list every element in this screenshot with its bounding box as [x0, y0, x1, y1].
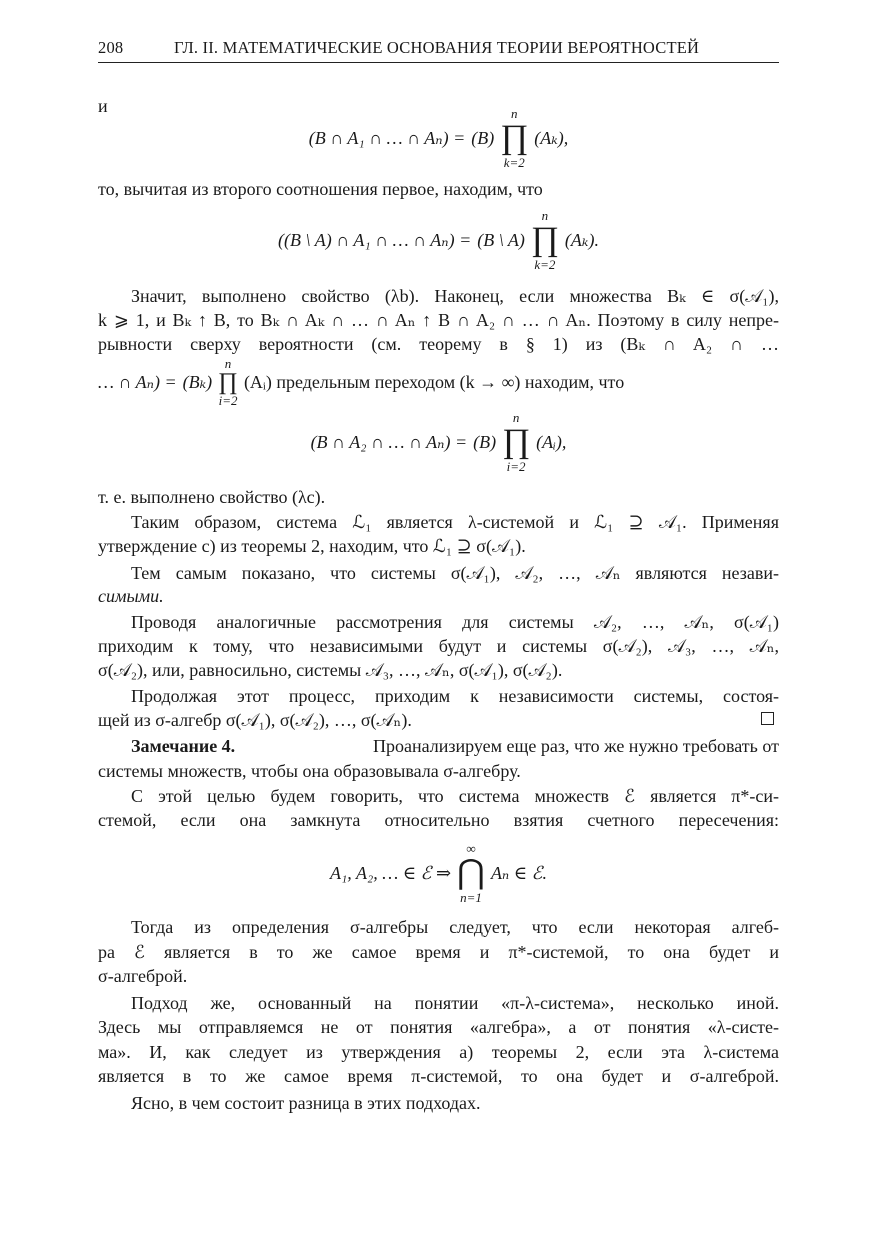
equation-lhs: (B ∩ A₂ ∩ … ∩ Aₙ) =	[310, 431, 468, 452]
equation-lhs: ((B \ A) ∩ A₁ ∩ … ∩ Aₙ) =	[278, 229, 472, 250]
product-operator	[502, 407, 530, 477]
text-line: Значит, выполнено свойство (λb). Наконец, если множества Bₖ ∈ σ(𝒜₁),	[131, 286, 779, 306]
text-line: Проводя аналогичные рассмотрения для системы 𝒜₂, …, 𝒜ₙ, σ(𝒜₁)	[131, 612, 779, 632]
text-line: и	[98, 96, 108, 116]
operator-upper-limit: n	[541, 208, 549, 223]
display-equation-3	[98, 407, 779, 477]
remark-text: Проанализируем еще раз, что же нужно требовать от	[372, 736, 779, 756]
text-line: σ-алгеброй.	[98, 966, 188, 986]
text-line-emphasis: симыми.	[98, 586, 164, 606]
text-line: стемой, если она замкнута относительно взятия счетного пересечения:	[98, 810, 779, 830]
equation-lhs: (B ∩ A₁ ∩ … ∩ Aₙ) =	[308, 127, 466, 148]
page-number: 208	[98, 38, 124, 57]
text-line: Таким образом, система ℒ₁ является λ-системой и ℒ₁ ⊇ 𝒜₁. Применяя	[131, 512, 779, 532]
operator-upper-limit: n	[224, 356, 232, 371]
operator-upper-limit: ∞	[466, 841, 476, 856]
remark-heading: Замечание 4.	[131, 736, 236, 756]
text-line: системы множеств, чтобы она образовывала σ-алгебру.	[98, 761, 521, 781]
equation-factor: (B)	[473, 431, 497, 452]
product-operator	[500, 103, 528, 173]
text-line: Продолжая этот процесс, приходим к независимости системы, состоя-	[131, 686, 779, 706]
text-line: т. е. выполнено свойство (λc).	[98, 487, 326, 507]
equation-factor: (B \ A)	[477, 229, 525, 250]
text-line: Тем самым показано, что системы σ(𝒜₁), 𝒜₂, …, 𝒜ₙ являются незави-	[131, 563, 779, 583]
operator-lower-limit: i=2	[218, 393, 238, 408]
text-line: Подход же, основанный на понятии «π-λ-система», несколько иной.	[131, 993, 779, 1013]
product-symbol: ∏	[500, 119, 529, 156]
operator-lower-limit: k=2	[534, 257, 556, 272]
display-equation-2	[98, 205, 779, 275]
operator-lower-limit: n=1	[460, 890, 482, 905]
intersection-operator	[457, 838, 485, 908]
equation-rhs: Aₙ ∈ ℰ.	[490, 862, 547, 883]
equation-factor: (B)	[471, 127, 495, 148]
inline-rest: (Aᵢ) предельным переходом (k → ∞) находим, что	[243, 372, 625, 392]
product-operator	[531, 205, 559, 275]
product-symbol: ∏	[218, 369, 238, 395]
text-line: приходим к тому, что независимыми будут и системы σ(𝒜₂), 𝒜₃, …, 𝒜ₙ,	[98, 636, 779, 656]
intersection-symbol: ⋂	[457, 854, 485, 891]
text-line: рывности сверху вероятности (см. теорему в § 1) из (Bₖ ∩ A₂ ∩ …	[98, 334, 779, 354]
operator-lower-limit: k=2	[503, 155, 525, 170]
text-line: С этой целью будем говорить, что система множеств ℰ является π*-си-	[131, 786, 779, 806]
text-line: Тогда из определения σ-алгебры следует, что если некоторая алгеб-	[131, 917, 779, 937]
text-line: ра ℰ является в то же самое время и π*-системой, то она будет и	[98, 942, 779, 962]
text-line: утверждение c) из теоремы 2, находим, что ℒ₁ ⊇ σ(𝒜₁).	[98, 536, 526, 556]
product-symbol: ∏	[502, 423, 531, 460]
display-equation-1	[98, 103, 779, 173]
text-line: Здесь мы отправляемся не от понятия «алгебра», а от понятия «λ-систе-	[98, 1017, 779, 1037]
text-line: k ⩾ 1, и Bₖ ↑ B, то Bₖ ∩ Aₖ ∩ … ∩ Aₙ ↑ B ∩ A₂ ∩ … ∩ Aₙ. Поэтому в силу непре-	[98, 310, 779, 330]
inline-factor: (Bₖ)	[182, 372, 213, 392]
equation-rhs: (Aₖ),	[534, 127, 569, 148]
inline-product-operator	[218, 354, 238, 410]
text-line: то, вычитая из второго соотношения первое, находим, что	[98, 179, 543, 199]
display-equation-4	[98, 838, 779, 908]
inline-product-line	[98, 354, 779, 410]
running-header	[98, 36, 779, 63]
product-symbol: ∏	[530, 221, 559, 258]
running-title: ГЛ. II. МАТЕМАТИЧЕСКИЕ ОСНОВАНИЯ ТЕОРИИ ВЕРОЯТНОСТЕЙ	[174, 38, 700, 57]
inline-lhs: … ∩ Aₙ) =	[98, 372, 177, 392]
text-line: является в то же самое время π-системой, то она будет и σ-алгеброй.	[98, 1066, 779, 1086]
end-of-proof-square	[761, 712, 774, 725]
operator-upper-limit: n	[512, 410, 520, 425]
equation-lhs: A₁, A₂, … ∈ ℰ ⇒	[330, 862, 452, 883]
equation-rhs: (Aᵢ),	[536, 431, 567, 452]
equation-rhs: (Aₖ).	[564, 229, 599, 250]
operator-upper-limit: n	[510, 106, 518, 121]
text-line: Ясно, в чем состоит разница в этих подходах.	[131, 1093, 481, 1113]
text-line: ма». И, как следует из утверждения a) теоремы 2, если эта λ-система	[98, 1042, 779, 1062]
remark-line	[131, 734, 779, 758]
operator-lower-limit: i=2	[506, 459, 526, 474]
text-line: щей из σ-алгебр σ(𝒜₁), σ(𝒜₂), …, σ(𝒜ₙ).	[98, 710, 412, 730]
text-line: σ(𝒜₂), или, равносильно, системы 𝒜₃, …, 𝒜ₙ, σ(𝒜₁), σ(𝒜₂).	[98, 660, 563, 680]
